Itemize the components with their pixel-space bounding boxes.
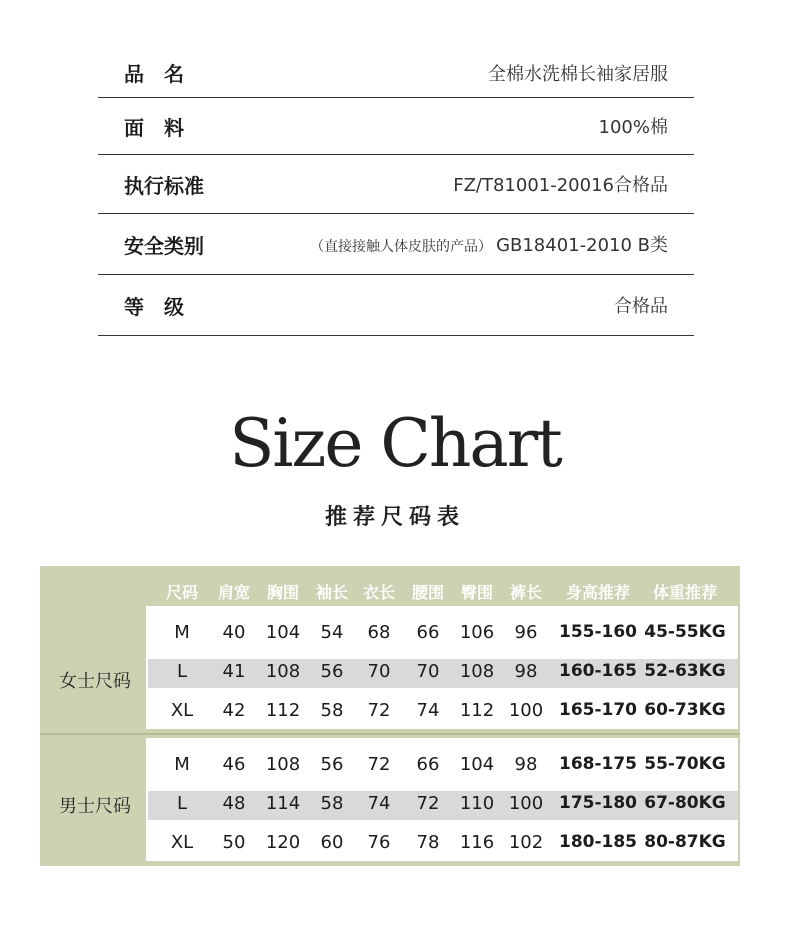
- table-cell: 74: [367, 793, 391, 814]
- table-cell: 168-175: [558, 754, 638, 774]
- table-cell: 104: [265, 622, 301, 643]
- table-cell: 70: [416, 661, 440, 682]
- table-cell: 66: [416, 622, 440, 643]
- table-cell: 80-87KG: [644, 832, 726, 852]
- table-cell: 50: [222, 832, 246, 853]
- table-cell: 96: [514, 622, 538, 643]
- table-cell: 56: [320, 754, 344, 775]
- table-header-cell: 裤长: [509, 583, 542, 602]
- table-cell: 78: [416, 832, 440, 853]
- table-cell: 112: [265, 700, 301, 721]
- info-row-standard: [98, 155, 694, 214]
- info-value: GB18401-2010 B类: [496, 235, 668, 256]
- table-cell: 42: [222, 700, 246, 721]
- table-header-cell: 肩宽: [217, 583, 250, 602]
- table-header-cell: 身高推荐: [565, 583, 630, 602]
- table-cell: 56: [320, 661, 344, 682]
- size-table: [40, 566, 740, 866]
- info-row-fabric: [98, 98, 694, 155]
- table-cell: XL: [170, 700, 194, 721]
- table-cell: 108: [459, 661, 495, 682]
- table-cell: 155-160: [558, 622, 638, 642]
- info-value: 全棉水洗棉长袖家居服: [488, 63, 668, 85]
- info-value: 合格品: [614, 296, 668, 317]
- table-header-cell: 衣长: [362, 583, 395, 602]
- table-cell: 114: [265, 793, 301, 814]
- table-cell: 74: [416, 700, 440, 721]
- table-cell: L: [176, 661, 188, 682]
- table-cell: 67-80KG: [644, 793, 726, 813]
- table-cell: 72: [367, 700, 391, 721]
- table-header-cell: 袖长: [315, 583, 348, 602]
- table-header-cell: 腰围: [411, 583, 444, 602]
- table-cell: 60: [320, 832, 344, 853]
- table-cell: 104: [459, 754, 495, 775]
- table-header-cell: 胸围: [266, 583, 299, 602]
- table-cell: 48: [222, 793, 246, 814]
- info-row-safety: [98, 214, 694, 275]
- info-note: （直接接触人体皮肤的产品）: [310, 239, 493, 255]
- table-cell: 46: [222, 754, 246, 775]
- table-header-cell: 尺码: [165, 583, 198, 602]
- info-value: FZ/T81001-20016合格品: [453, 175, 668, 196]
- info-label: 执行标准: [124, 173, 204, 198]
- info-label: 面 料: [124, 115, 184, 140]
- table-cell: 165-170: [558, 700, 638, 720]
- info-value: 100%棉: [598, 117, 668, 138]
- table-cell: 66: [416, 754, 440, 775]
- info-label: 品 名: [124, 62, 184, 86]
- table-cell: 98: [514, 754, 538, 775]
- table-cell: 160-165: [558, 661, 638, 681]
- table-cell: 72: [367, 754, 391, 775]
- table-cell: 108: [265, 754, 301, 775]
- table-cell: 108: [265, 661, 301, 682]
- table-cell: 110: [459, 793, 495, 814]
- table-cell: 106: [459, 622, 495, 643]
- table-cell: 98: [514, 661, 538, 682]
- table-cell: 40: [222, 622, 246, 643]
- table-cell: 58: [320, 700, 344, 721]
- table-cell: 52-63KG: [644, 661, 726, 681]
- table-cell: 100: [508, 700, 544, 721]
- table-cell: 76: [367, 832, 391, 853]
- info-row-name: [98, 48, 694, 98]
- info-label: 等 级: [124, 294, 184, 319]
- table-cell: 45-55KG: [644, 622, 726, 642]
- table-cell: 112: [459, 700, 495, 721]
- table-group-label: 女士尺码: [59, 671, 131, 692]
- table-cell: 116: [459, 832, 495, 853]
- table-header-cell: 臀围: [460, 583, 493, 602]
- table-group-divider: [40, 733, 740, 735]
- size-chart-subtitle: 推荐尺码表: [324, 505, 465, 530]
- table-cell: 41: [222, 661, 246, 682]
- table-cell: 55-70KG: [644, 754, 726, 774]
- product-info-table: [98, 48, 694, 336]
- table-cell: 72: [416, 793, 440, 814]
- info-value-wrap: [310, 231, 668, 257]
- table-cell: 120: [265, 832, 301, 853]
- table-cell: 70: [367, 661, 391, 682]
- table-cell: 58: [320, 793, 344, 814]
- size-chart-title: Size Chart: [229, 405, 561, 482]
- table-cell: M: [174, 754, 190, 775]
- table-group-label: 男士尺码: [59, 796, 131, 817]
- table-cell: 54: [320, 622, 344, 643]
- table-cell: 180-185: [558, 832, 638, 852]
- info-label: 安全类别: [124, 233, 204, 258]
- table-header-cell: 体重推荐: [652, 583, 717, 602]
- table-cell: 60-73KG: [644, 700, 726, 720]
- table-cell: 68: [367, 622, 391, 643]
- table-cell: XL: [170, 832, 194, 853]
- table-cell: 175-180: [558, 793, 638, 813]
- table-cell: L: [176, 793, 188, 814]
- info-row-grade: [98, 275, 694, 336]
- table-cell: 102: [508, 832, 544, 853]
- table-cell: M: [174, 622, 190, 643]
- table-cell: 100: [508, 793, 544, 814]
